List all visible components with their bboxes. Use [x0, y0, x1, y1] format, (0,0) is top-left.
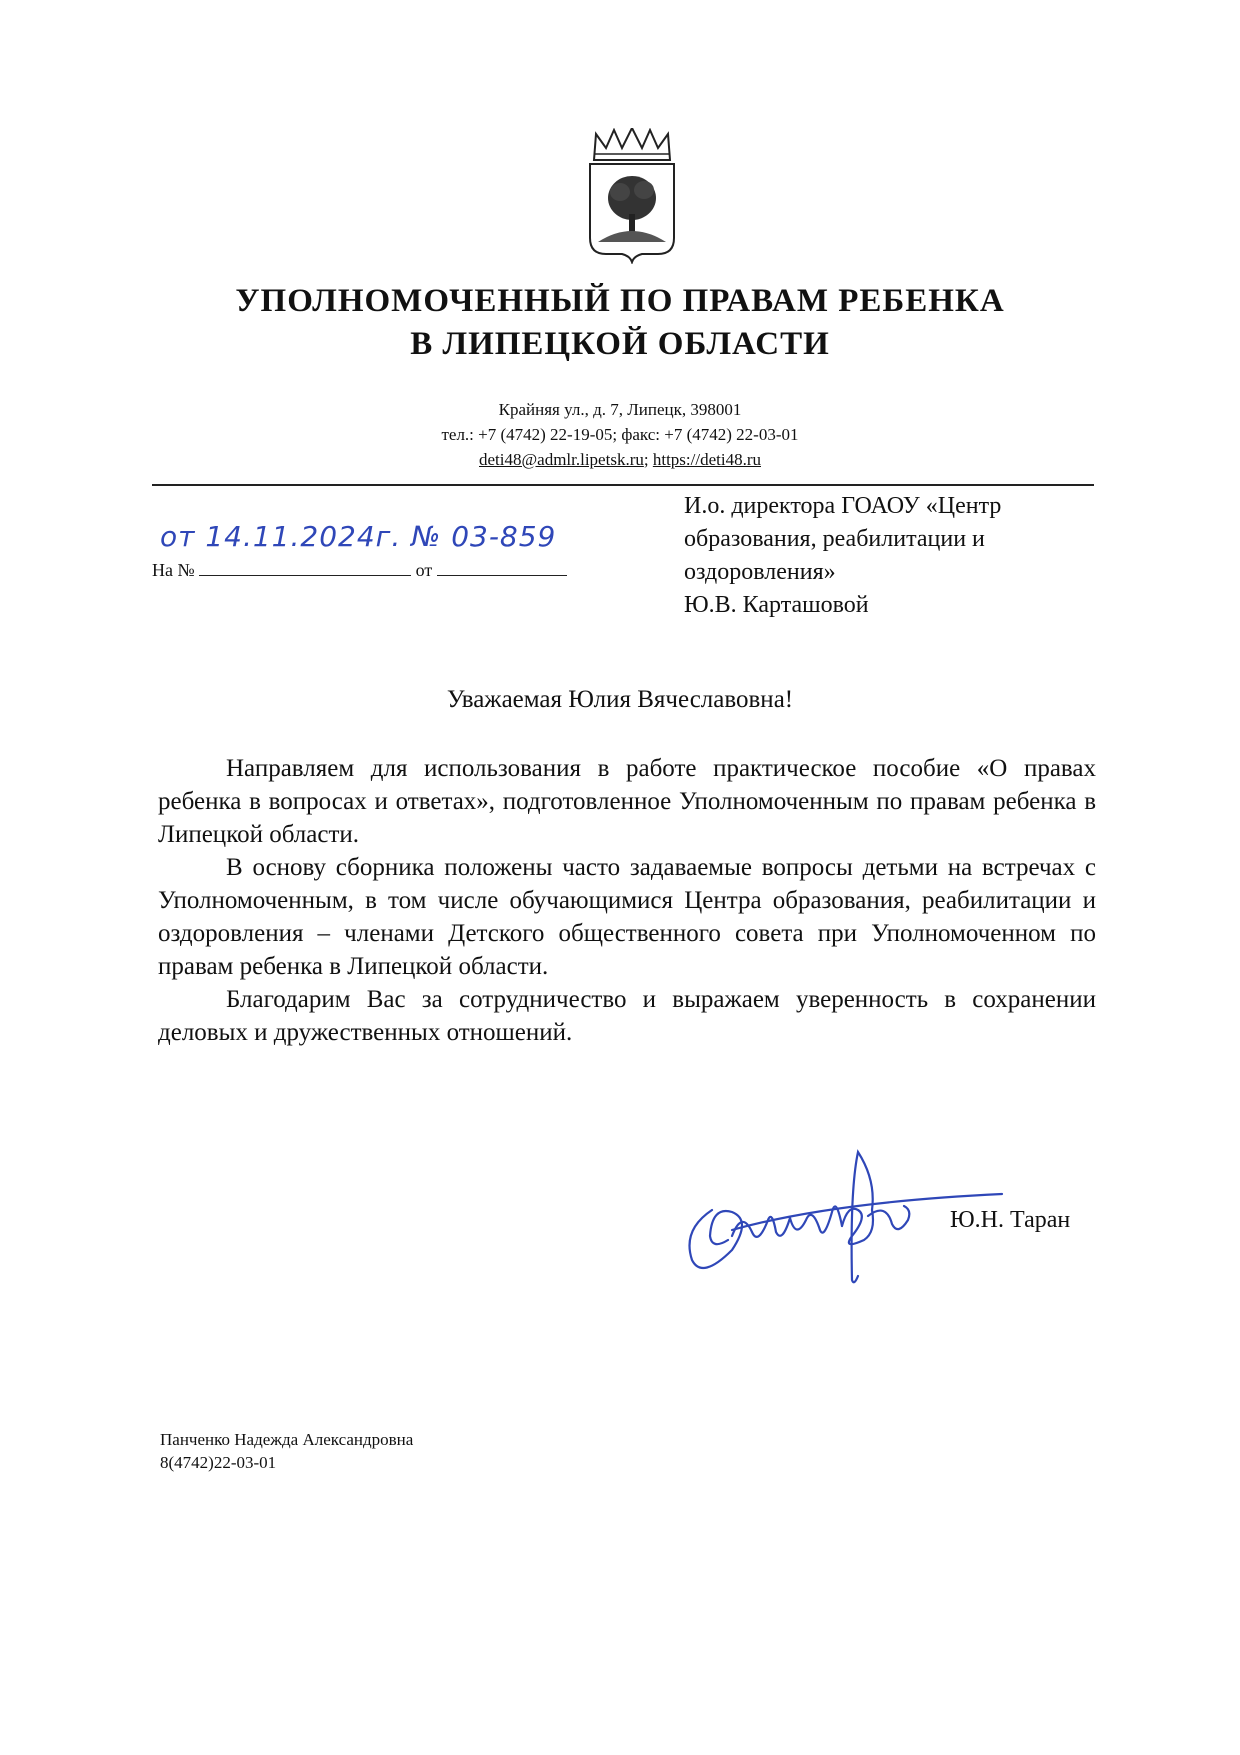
- body-paragraph: В основу сборника положены часто задаваемые вопросы детьми на встречах с Уполномоченным, в том числе обучающимися Центра образования, реабилитации и оздоровления – членами Детского общественного совета при Уполномоченном по правам ребенка в Липецкой области.: [158, 854, 1096, 980]
- email-link[interactable]: deti48@admlr.lipetsk.ru: [479, 450, 644, 469]
- ref-number-blank: [199, 575, 411, 576]
- email-website: [0, 450, 1240, 470]
- phone-fax: тел.: +7 (4742) 22-19-05; факс: +7 (4742) 22-03-01: [441, 425, 799, 444]
- body-paragraph: Благодарим Вас за сотрудничество и выражаем уверенность в сохранении деловых и дружественных отношений.: [158, 986, 1096, 1046]
- organization-title-line1: УПОЛНОМОЧЕННЫЙ ПО ПРАВАМ РЕБЕНКА: [235, 283, 1005, 319]
- handwritten-outgoing-number: от 14.11.2024г. № 03-859: [160, 520, 557, 553]
- address: Крайняя ул., д. 7, Липецк, 398001: [498, 400, 742, 419]
- header-divider: [152, 484, 1094, 486]
- addressee-line: Ю.В. Карташовой: [684, 592, 869, 618]
- letter-body: [158, 752, 1096, 1049]
- addressee-block: [684, 490, 1001, 622]
- coat-of-arms-icon: [588, 128, 676, 264]
- signer-name: Ю.Н. Таран: [950, 1207, 1071, 1233]
- separator: ;: [643, 450, 649, 469]
- addressee-line: образования, реабилитации и: [684, 526, 985, 552]
- ref-number-label: На №: [152, 560, 195, 580]
- greeting: Уважаемая Юлия Вячеславовна!: [446, 686, 794, 713]
- executor-block: [160, 1428, 413, 1474]
- addressee-line: оздоровления»: [684, 559, 836, 585]
- ref-date-blank: [437, 575, 567, 576]
- website-link[interactable]: https://deti48.ru: [652, 450, 761, 469]
- executor-name: Панченко Надежда Александровна: [160, 1430, 414, 1449]
- body-paragraph: Направляем для использования в работе практическое пособие «О правах ребенка в вопросах и ответах», подготовленное Уполномоченным по правам ребенка в Липецкой области.: [158, 755, 1096, 848]
- organization-title-line2: В ЛИПЕЦКОЙ ОБЛАСТИ: [410, 326, 830, 362]
- executor-phone: 8(4742)22-03-01: [160, 1453, 277, 1472]
- addressee-line: И.о. директора ГОАОУ «Центр: [684, 493, 1002, 519]
- reference-line: [152, 560, 567, 581]
- ref-date-label: от: [415, 560, 433, 580]
